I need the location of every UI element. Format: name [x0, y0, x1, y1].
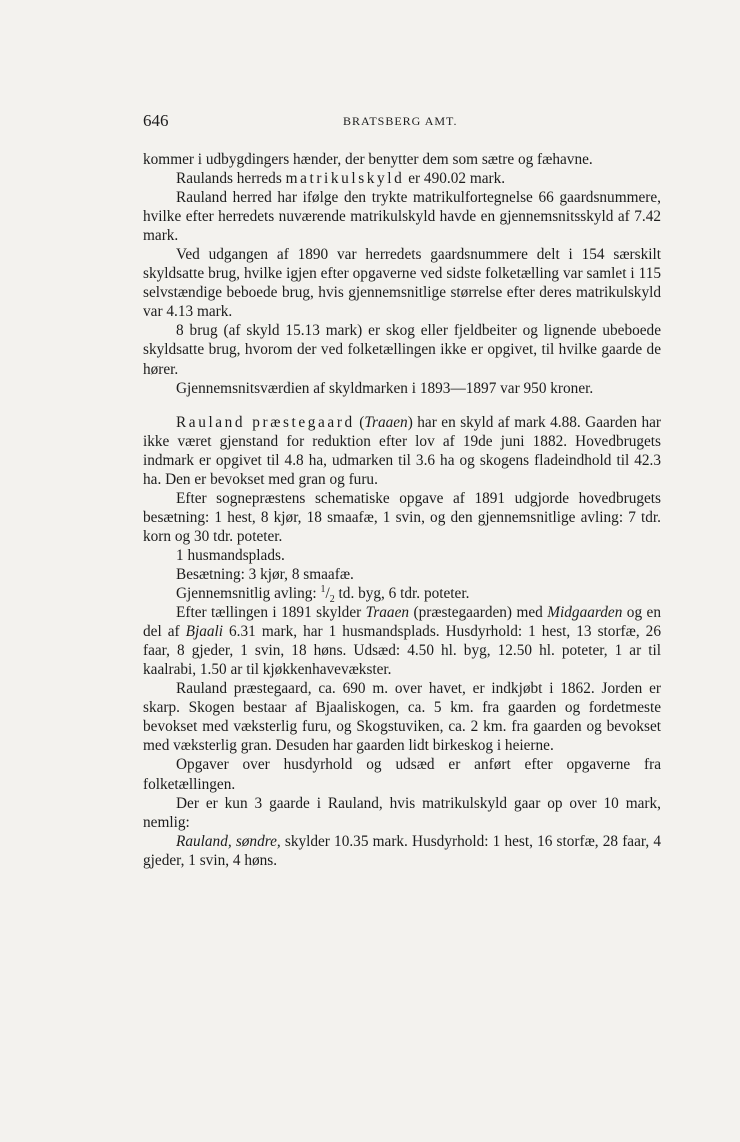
italic-name: Rauland, søndre, — [176, 832, 281, 850]
paragraph: Opgaver over husdyrhold og udsæd er anført efter opgaverne fra folketællingen. — [143, 756, 661, 793]
paragraph — [143, 413, 661, 489]
paragraph: Gjennemsnitlig avling: $^1/_2$ td. byg, 6 tdr. poteter. — [176, 583, 470, 606]
spaced-term: Rauland præstegaard — [176, 413, 355, 431]
paragraph: kommer i udbygdingers hænder, der benytter dem som sætre og fæhavne. — [143, 151, 593, 168]
paragraph: Ved udgangen af 1890 var herredets gaardsnummere delt i 154 særskilt skyldsatte brug, hvilke igjen efter opgaverne ved sidste folketælling var samlet i 115 selvstændige beboede brug, hvis gjennemsnitlige størrelse efter deres matrikulskyld var 4.13 mark. — [143, 246, 661, 321]
body-text — [143, 150, 661, 870]
page-number: 646 — [143, 111, 169, 130]
text-run: Gjennemsnitlig avling: — [176, 585, 321, 603]
text-run: 6.31 mark, har 1 husmandsplads. Husdyrhold: 1 hest, 13 storfæ, 26 faar, 8 gjeder, 1 svin, 18 høns. Udsæd: 4.50 hl. byg, 12.50 hl. poteter, 1 ar til kaalrabi, 1.50 ar til kjøkkenhavevækster. — [143, 623, 661, 679]
paragraph — [143, 169, 661, 188]
paragraph — [143, 603, 661, 679]
page-header — [143, 111, 661, 133]
paragraph: Rauland herred har ifølge den trykte matrikulfortegnelse 66 gaardsnummere, hvilke efter herredets nuværende matrikulskyld havde en gjennemsnitsskyld af 7.42 mark. — [143, 189, 661, 245]
paragraph: Gjennemsnitsværdien af skyldmarken i 1893—1897 var 950 kroner. — [176, 379, 594, 397]
text-run: td. byg, 6 tdr. poteter. — [334, 585, 470, 603]
italic-name: Traaen — [365, 604, 410, 622]
text-run: (præstegaarden) med — [409, 604, 548, 622]
fraction-denominator: 2 — [329, 594, 335, 606]
paragraph: Der er kun 3 gaarde i Rauland, hvis matrikulskyld gaar op over 10 mark, nemlig: — [143, 794, 661, 831]
paragraph: 8 brug (af skyld 15.13 mark) er skog eller fjeldbeiter og lignende ubeboede skyldsatte brug, hvorom der ved folketællingen ikke er opgivet, til hvilke gaarde de hører. — [143, 322, 661, 378]
text-run: er 490.02 mark. — [404, 170, 506, 188]
italic-name: Midgaarden — [547, 604, 623, 622]
text-run: og en del af — [143, 604, 661, 641]
fraction-numerator: 1 — [320, 583, 326, 595]
text-run: ) har en skyld af mark 4.88. Gaarden har ikke været gjenstand for reduktion efter lov af 19de juni 1882. Hovedbrugets indmark er opgivet til 4.8 ha, udmarken til 3.6 ha og skogens fladeindhold til 42.3 ha. Den er bevokset med gran og furu. — [143, 413, 661, 488]
text-run: Efter tællingen i 1891 skylder — [176, 604, 366, 622]
text-run: skylder 10.35 mark. Husdyrhold: 1 hest, 16 storfæ, 28 faar, 4 gjeder, 1 svin, 4 høns. — [143, 832, 661, 869]
text-run: Raulands herreds — [176, 170, 286, 188]
paragraph: Rauland præstegaard, ca. 690 m. over havet, er indkjøbt i 1862. Jorden er skarp. Skogen bestaar af Bjaaliskogen, ca. 5 km. fra gaarden og fordetmeste bevokset med væksterlig furu, og Skogstuviken, ca. 2 km. fra gaarden og bevokset med væksterlig gran. Desuden har gaarden lidt birkeskog i heierne. — [143, 680, 661, 755]
spaced-term: matrikulskyld — [285, 170, 405, 188]
paragraph — [143, 832, 661, 870]
text-run: ( — [354, 413, 365, 431]
paragraph: Efter sognepræstens schematiske opgave af 1891 udgjorde hovedbrugets besætning: 1 hest, 8 kjør, 18 smaafæ, 1 svin, og den gjennemsnitlige avling: 7 tdr. korn og 30 tdr. poteter. — [143, 489, 661, 545]
paragraph: 1 husmandsplads. — [176, 546, 285, 564]
italic-name: Bjaali — [185, 623, 224, 641]
italic-name: Traaen — [364, 413, 408, 431]
running-title: BRATSBERG AMT. — [343, 114, 458, 128]
paragraph: Besætning: 3 kjør, 8 smaafæ. — [176, 565, 354, 583]
